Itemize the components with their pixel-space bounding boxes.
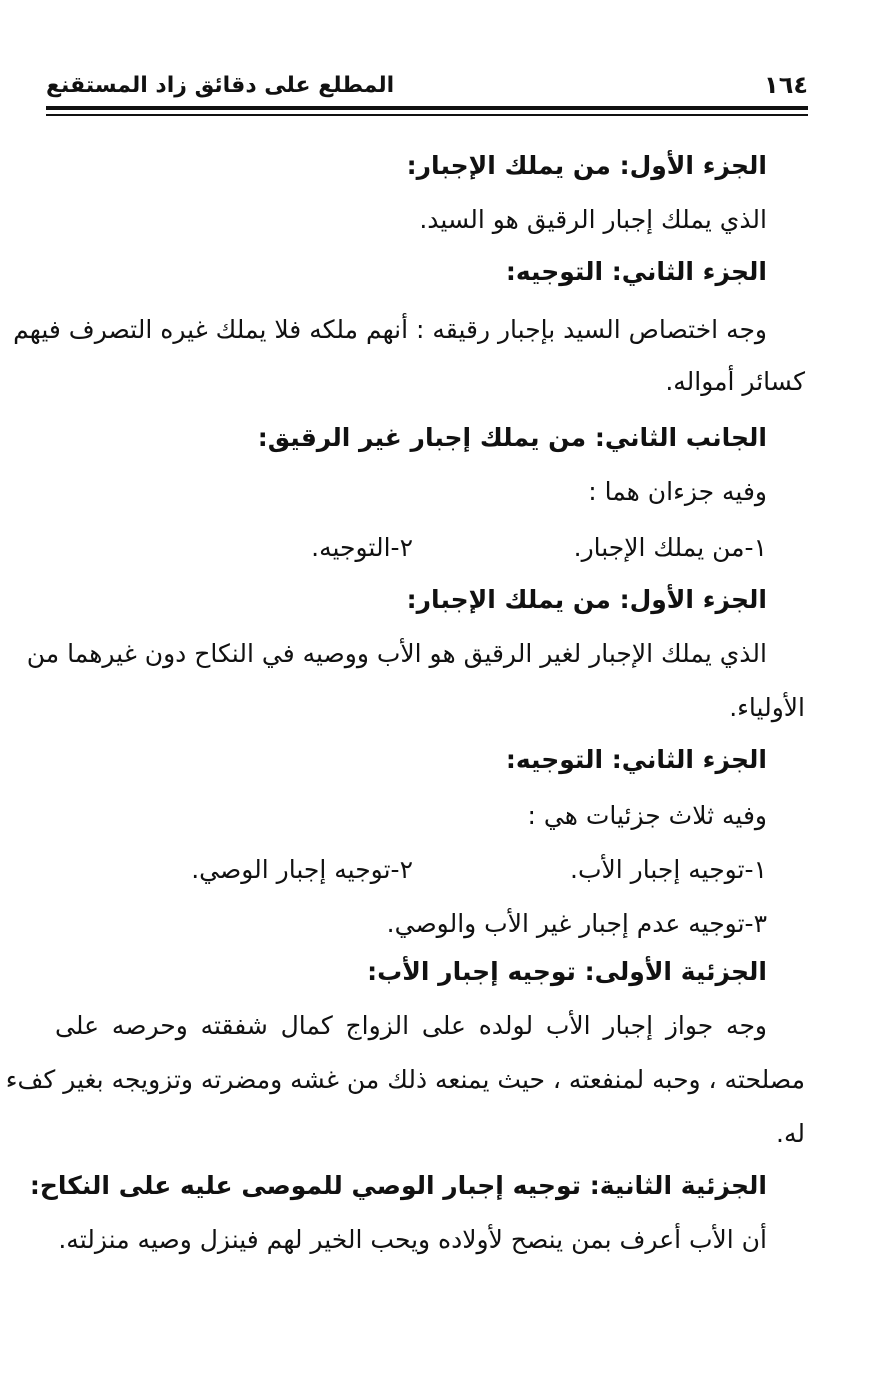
- heading-part1-who-compels: الجزء الأول: من يملك الإجبار:: [406, 151, 767, 180]
- list-item: ١-من يملك الإجبار.: [573, 533, 767, 562]
- heading-second-aspect: الجانب الثاني: من يملك إجبار غير الرقيق:: [257, 423, 767, 452]
- two-column-list: [53, 528, 767, 568]
- heading-second-item: الجزئية الثانية: توجيه إجبار الوصي للموصى عليه على النكاح:: [29, 1171, 767, 1200]
- heading-part2-justification: الجزء الثاني: التوجيه:: [505, 257, 767, 286]
- page-number: ١٦٤: [764, 71, 808, 99]
- paragraph-line: الأولياء.: [729, 693, 805, 722]
- paragraph-line: له.: [776, 1119, 805, 1148]
- paragraph-line: الذي يملك إجبار الرقيق هو السيد.: [419, 205, 767, 234]
- list-item: ٢-توجيه إجبار الوصي.: [191, 855, 413, 884]
- page-header: [46, 64, 808, 106]
- heading-part1-who-compels: الجزء الأول: من يملك الإجبار:: [406, 585, 767, 614]
- paragraph-line: وفيه ثلاث جزئيات هي :: [527, 801, 767, 830]
- paragraph-line: كسائر أمواله.: [665, 367, 805, 396]
- heading-part2-justification: الجزء الثاني: التوجيه:: [505, 745, 767, 774]
- header-rule-thick: [46, 106, 808, 110]
- paragraph-line: الذي يملك الإجبار لغير الرقيق هو الأب ووصيه في النكاح دون غيرهما من: [26, 639, 767, 668]
- list-item: ٣-توجيه عدم إجبار غير الأب والوصي.: [386, 909, 767, 938]
- heading-first-item: الجزئية الأولى: توجيه إجبار الأب:: [367, 957, 767, 986]
- two-column-list: [53, 850, 767, 890]
- list-item: ١-توجيه إجبار الأب.: [570, 855, 767, 884]
- paragraph-line: أن الأب أعرف بمن ينصح لأولاده ويحب الخير لهم فينزل وصيه منزلته.: [58, 1225, 767, 1254]
- list-item: ٢-التوجيه.: [311, 533, 413, 562]
- paragraph-line: وجه اختصاص السيد بإجبار رقيقه : أنهم ملكه فلا يملك غيره التصرف فيهم: [13, 315, 767, 344]
- book-title: المطلع على دقائق زاد المستقنع: [46, 72, 395, 98]
- paragraph-line: وجه جواز إجبار الأب لولده على الزواج كمال شفقته وحرصه على: [55, 1011, 767, 1040]
- paragraph-line: مصلحته ، وحبه لمنفعته ، حيث يمنعه ذلك من غشه ومضرته وتزويجه بغير كفء: [5, 1065, 805, 1094]
- header-rule-thin: [46, 114, 808, 116]
- paragraph-line: وفيه جزءان هما :: [588, 477, 767, 506]
